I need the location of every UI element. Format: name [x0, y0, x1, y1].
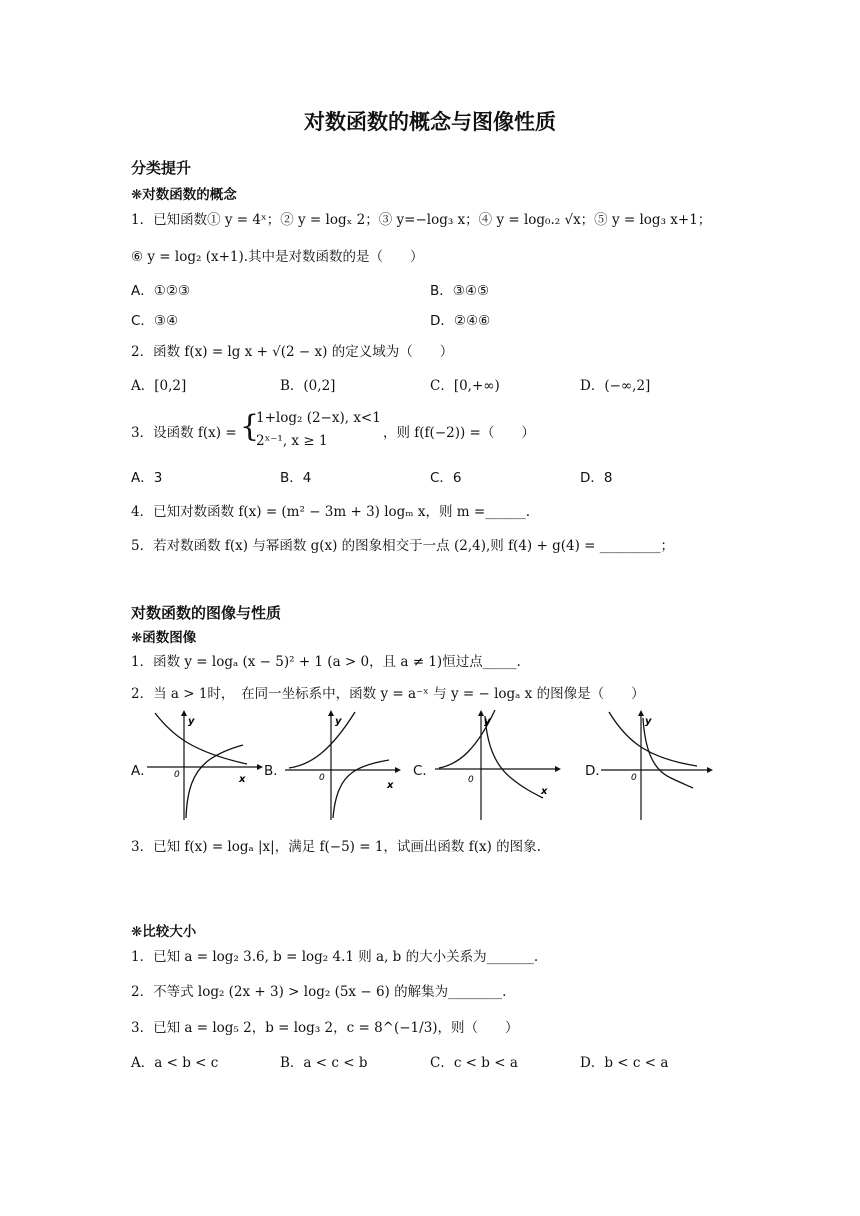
graph-c-x-label: x	[541, 786, 548, 797]
question-3-case-1: 1+log₂ (2−x), x<1	[256, 410, 381, 426]
graph-a-origin: 0	[174, 770, 180, 780]
q3-option-b: B．4	[280, 470, 312, 486]
piecewise-brace: {	[240, 409, 260, 444]
graph-c-y-label: y	[484, 716, 491, 727]
graph-d-origin: 0	[631, 773, 637, 783]
question-3-suffix: ，则 f(f(−2)) =（ ）	[383, 425, 535, 441]
graph-question-1: 1．函数 y = logₐ (x − 5)² + 1 (a > 0，且 a ≠ 1)恒过点_____.	[131, 654, 521, 670]
graph-b	[285, 710, 401, 822]
graph-a-y-label: y	[188, 716, 195, 727]
graph-c	[435, 710, 561, 822]
compare-question-1: 1．已知 a = log₂ 3.6, b = log₂ 4.1 则 a, b 的大小关系为_______.	[131, 949, 539, 965]
question-5: 5．若对数函数 f(x) 与幂函数 g(x) 的图象相交于一点 (2,4),则 f(4) + g(4) = _________；	[131, 538, 674, 554]
compare-q3-option-b: B．a < c < b	[280, 1055, 368, 1071]
graph-d	[601, 710, 713, 822]
q1-option-d: D．②④⑥	[430, 313, 491, 329]
q3-option-d: D．8	[580, 470, 613, 486]
question-1-line-2: ⑥ y = log₂ (x+1).其中是对数函数的是（ ）	[131, 249, 424, 265]
page-title: 对数函数的概念与图像性质	[304, 110, 556, 134]
question-1-line-1: 1．已知函数① y = 4ˣ；② y = logₓ 2；③ y=−log₃ x；④ y = log₀.₂ √x；⑤ y = log₃ x+1；	[131, 212, 712, 228]
graph-option-c-label: C．	[413, 763, 436, 779]
q2-option-d: D．(−∞,2]	[580, 378, 651, 394]
compare-q3-option-a: A．a < b < c	[131, 1055, 219, 1071]
compare-q3-option-d: D．b < c < a	[580, 1055, 669, 1071]
graph-b-origin: 0	[319, 773, 325, 783]
graph-option-b-label: B．	[264, 763, 287, 779]
q2-option-a: A．[0,2]	[131, 378, 187, 394]
graph-d-y-label: y	[645, 716, 652, 727]
q1-option-b: B．③④⑤	[430, 283, 490, 299]
q3-option-a: A．3	[131, 470, 163, 486]
question-3-case-2: 2ˣ⁻¹, x ≥ 1	[256, 433, 328, 449]
question-2: 2．函数 f(x) = lg x + √(2 − x) 的定义域为（ ）	[131, 344, 454, 360]
graph-c-origin: 0	[468, 775, 474, 785]
graph-question-2: 2．当 a > 1时， 在同一坐标系中，函数 y = a⁻ˣ 与 y = − logₐ x 的图像是（ ）	[131, 686, 645, 702]
graph-question-3: 3．已知 f(x) = logₐ |x|，满足 f(−5) = 1，试画出函数 f(x) 的图象.	[131, 839, 541, 855]
section-heading-graph-properties: 对数函数的图像与性质	[131, 604, 282, 622]
subsection-compare-size: ❋比较大小	[131, 924, 197, 940]
graph-b-y-label: y	[335, 716, 342, 727]
compare-question-2: 2．不等式 log₂ (2x + 3) > log₂ (5x − 6) 的解集为________.	[131, 984, 507, 1000]
q3-option-c: C．6	[430, 470, 462, 486]
graph-a-x-label: x	[239, 774, 246, 785]
graph-b-x-label: x	[387, 780, 394, 791]
q1-option-c: C．③④	[131, 313, 179, 329]
section-heading-classification: 分类提升	[131, 159, 192, 177]
q1-option-a: A．①②③	[131, 283, 191, 299]
graph-option-d-label: D．	[585, 763, 609, 779]
q2-option-b: B．(0,2]	[280, 378, 336, 394]
graph-option-a-label: A．	[131, 763, 154, 779]
subsection-concept: ❋对数函数的概念	[131, 187, 237, 203]
compare-q3-option-c: C．c < b < a	[430, 1055, 518, 1071]
question-3-prefix: 3．设函数 f(x) =	[131, 425, 237, 441]
q2-option-c: C．[0,+∞)	[430, 378, 500, 394]
graph-a	[147, 710, 263, 822]
compare-question-3: 3．已知 a = log₅ 2，b = log₃ 2，c = 8^(−1/3)，则（ ）	[131, 1020, 519, 1036]
question-4: 4．已知对数函数 f(x) = (m² − 3m + 3) logₘ x，则 m =______.	[131, 504, 530, 520]
subsection-function-graphs: ❋函数图像	[131, 630, 197, 646]
